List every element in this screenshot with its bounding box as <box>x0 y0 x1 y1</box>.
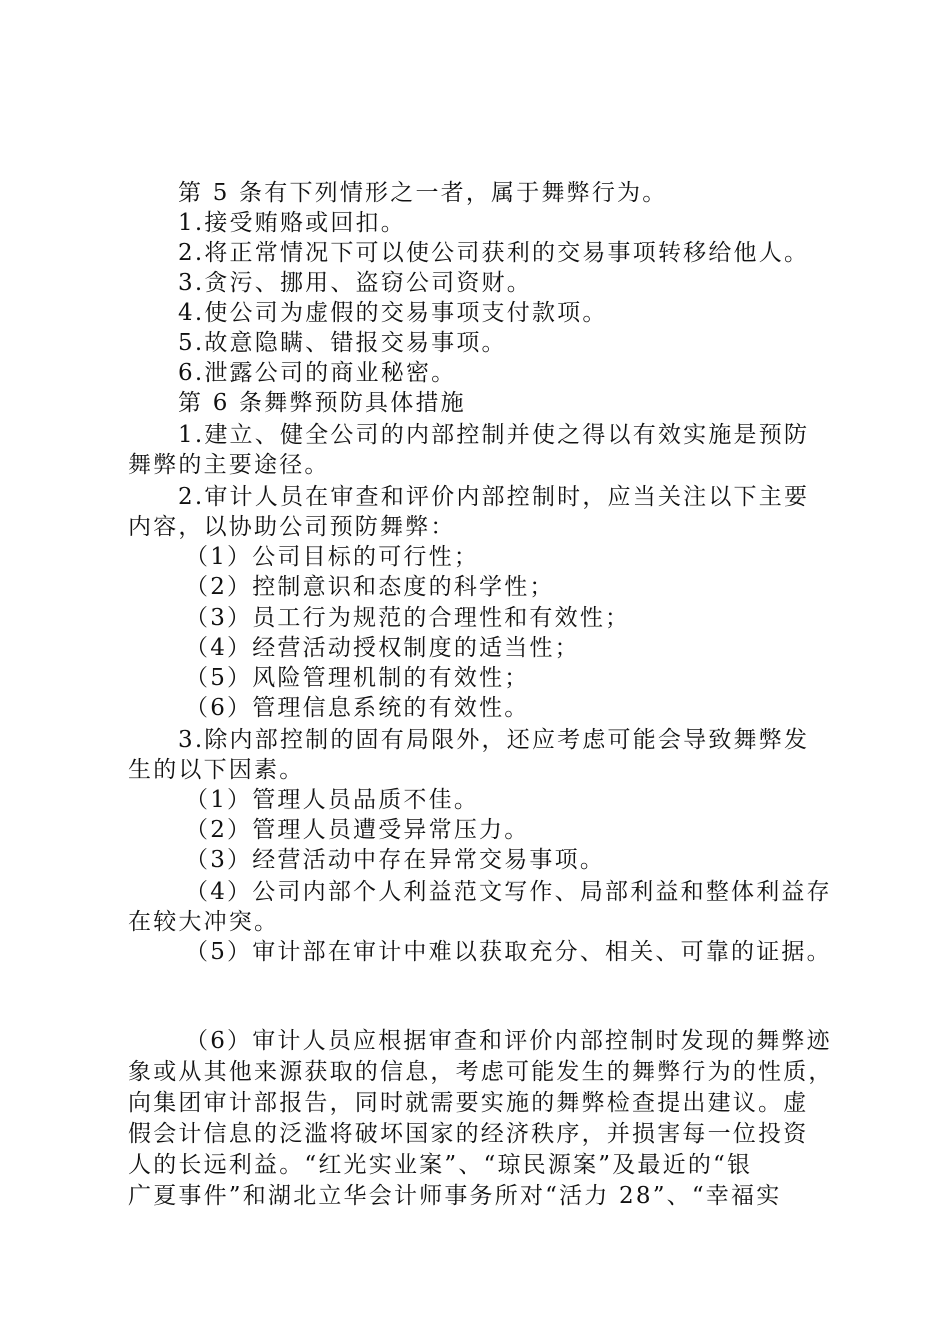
sub-item-4: （4）经营活动授权制度的适当性； <box>185 635 580 661</box>
paragraph-6-line-2: 象或从其他来源获取的信息，考虑可能发生的舞弊行为的性质， <box>128 1059 834 1085</box>
article-5-item-4: 4.使公司为虚假的交易事项支付款项。 <box>178 300 608 326</box>
article-6-item-2-line-1: 2.审计人员在审查和评价内部控制时，应当关注以下主要 <box>178 484 810 510</box>
sub-item-6: （6）管理信息系统的有效性。 <box>185 695 530 721</box>
factor-4-line-2: 在较大冲突。 <box>128 909 280 935</box>
paragraph-6-line-6: 广夏事件”和湖北立华会计师事务所对“活力 28”、“幸福实 <box>128 1183 782 1209</box>
sub-item-1: （1）公司目标的可行性； <box>185 544 480 570</box>
article-5-item-3: 3.贪污、挪用、盗窃公司资财。 <box>178 270 532 296</box>
paragraph-6-line-3: 向集团审计部报告，同时就需要实施的舞弊检查提出建议。虚 <box>128 1090 809 1116</box>
factor-1: （1）管理人员品质不佳。 <box>185 787 480 813</box>
paragraph-6-line-1: （6）审计人员应根据审查和评价内部控制时发现的舞弊迹 <box>185 1028 832 1054</box>
article-6-item-2-line-2: 内容，以协助公司预防舞弊： <box>128 514 456 540</box>
factor-4-line-1: （4）公司内部个人利益范文写作、局部利益和整体利益存 <box>185 879 832 905</box>
sub-item-2: （2）控制意识和态度的科学性； <box>185 574 555 600</box>
article-5-heading: 第 5 条有下列情形之一者，属于舞弊行为。 <box>178 180 668 206</box>
article-5-item-1: 1.接受贿赂或回扣。 <box>178 210 406 236</box>
article-6-item-3-line-1: 3.除内部控制的固有局限外，还应考虑可能会导致舞弊发 <box>178 727 810 753</box>
paragraph-6-line-5: 人的长远利益。“红光实业案”、“琼民源案”及最近的“银 <box>128 1152 753 1178</box>
article-6-item-3-line-2: 生的以下因素。 <box>128 757 305 783</box>
factor-5: （5）审计部在审计中难以获取充分、相关、可靠的证据。 <box>185 939 832 965</box>
article-6-item-1-line-2: 舞弊的主要途径。 <box>128 452 330 478</box>
article-5-item-2: 2.将正常情况下可以使公司获利的交易事项转移给他人。 <box>178 240 810 266</box>
sub-item-5: （5）风险管理机制的有效性； <box>185 665 530 691</box>
sub-item-3: （3）员工行为规范的合理性和有效性； <box>185 605 631 631</box>
factor-2: （2）管理人员遭受异常压力。 <box>185 817 530 843</box>
paragraph-6-line-4: 假会计信息的泛滥将破坏国家的经济秩序，并损害每一位投资 <box>128 1121 809 1147</box>
article-6-heading: 第 6 条舞弊预防具体措施 <box>178 390 466 416</box>
article-5-item-5: 5.故意隐瞒、错报交易事项。 <box>178 330 507 356</box>
factor-3: （3）经营活动中存在异常交易事项。 <box>185 847 606 873</box>
article-6-item-1-line-1: 1.建立、健全公司的内部控制并使之得以有效实施是预防 <box>178 422 810 448</box>
article-5-item-6: 6.泄露公司的商业秘密。 <box>178 360 457 386</box>
